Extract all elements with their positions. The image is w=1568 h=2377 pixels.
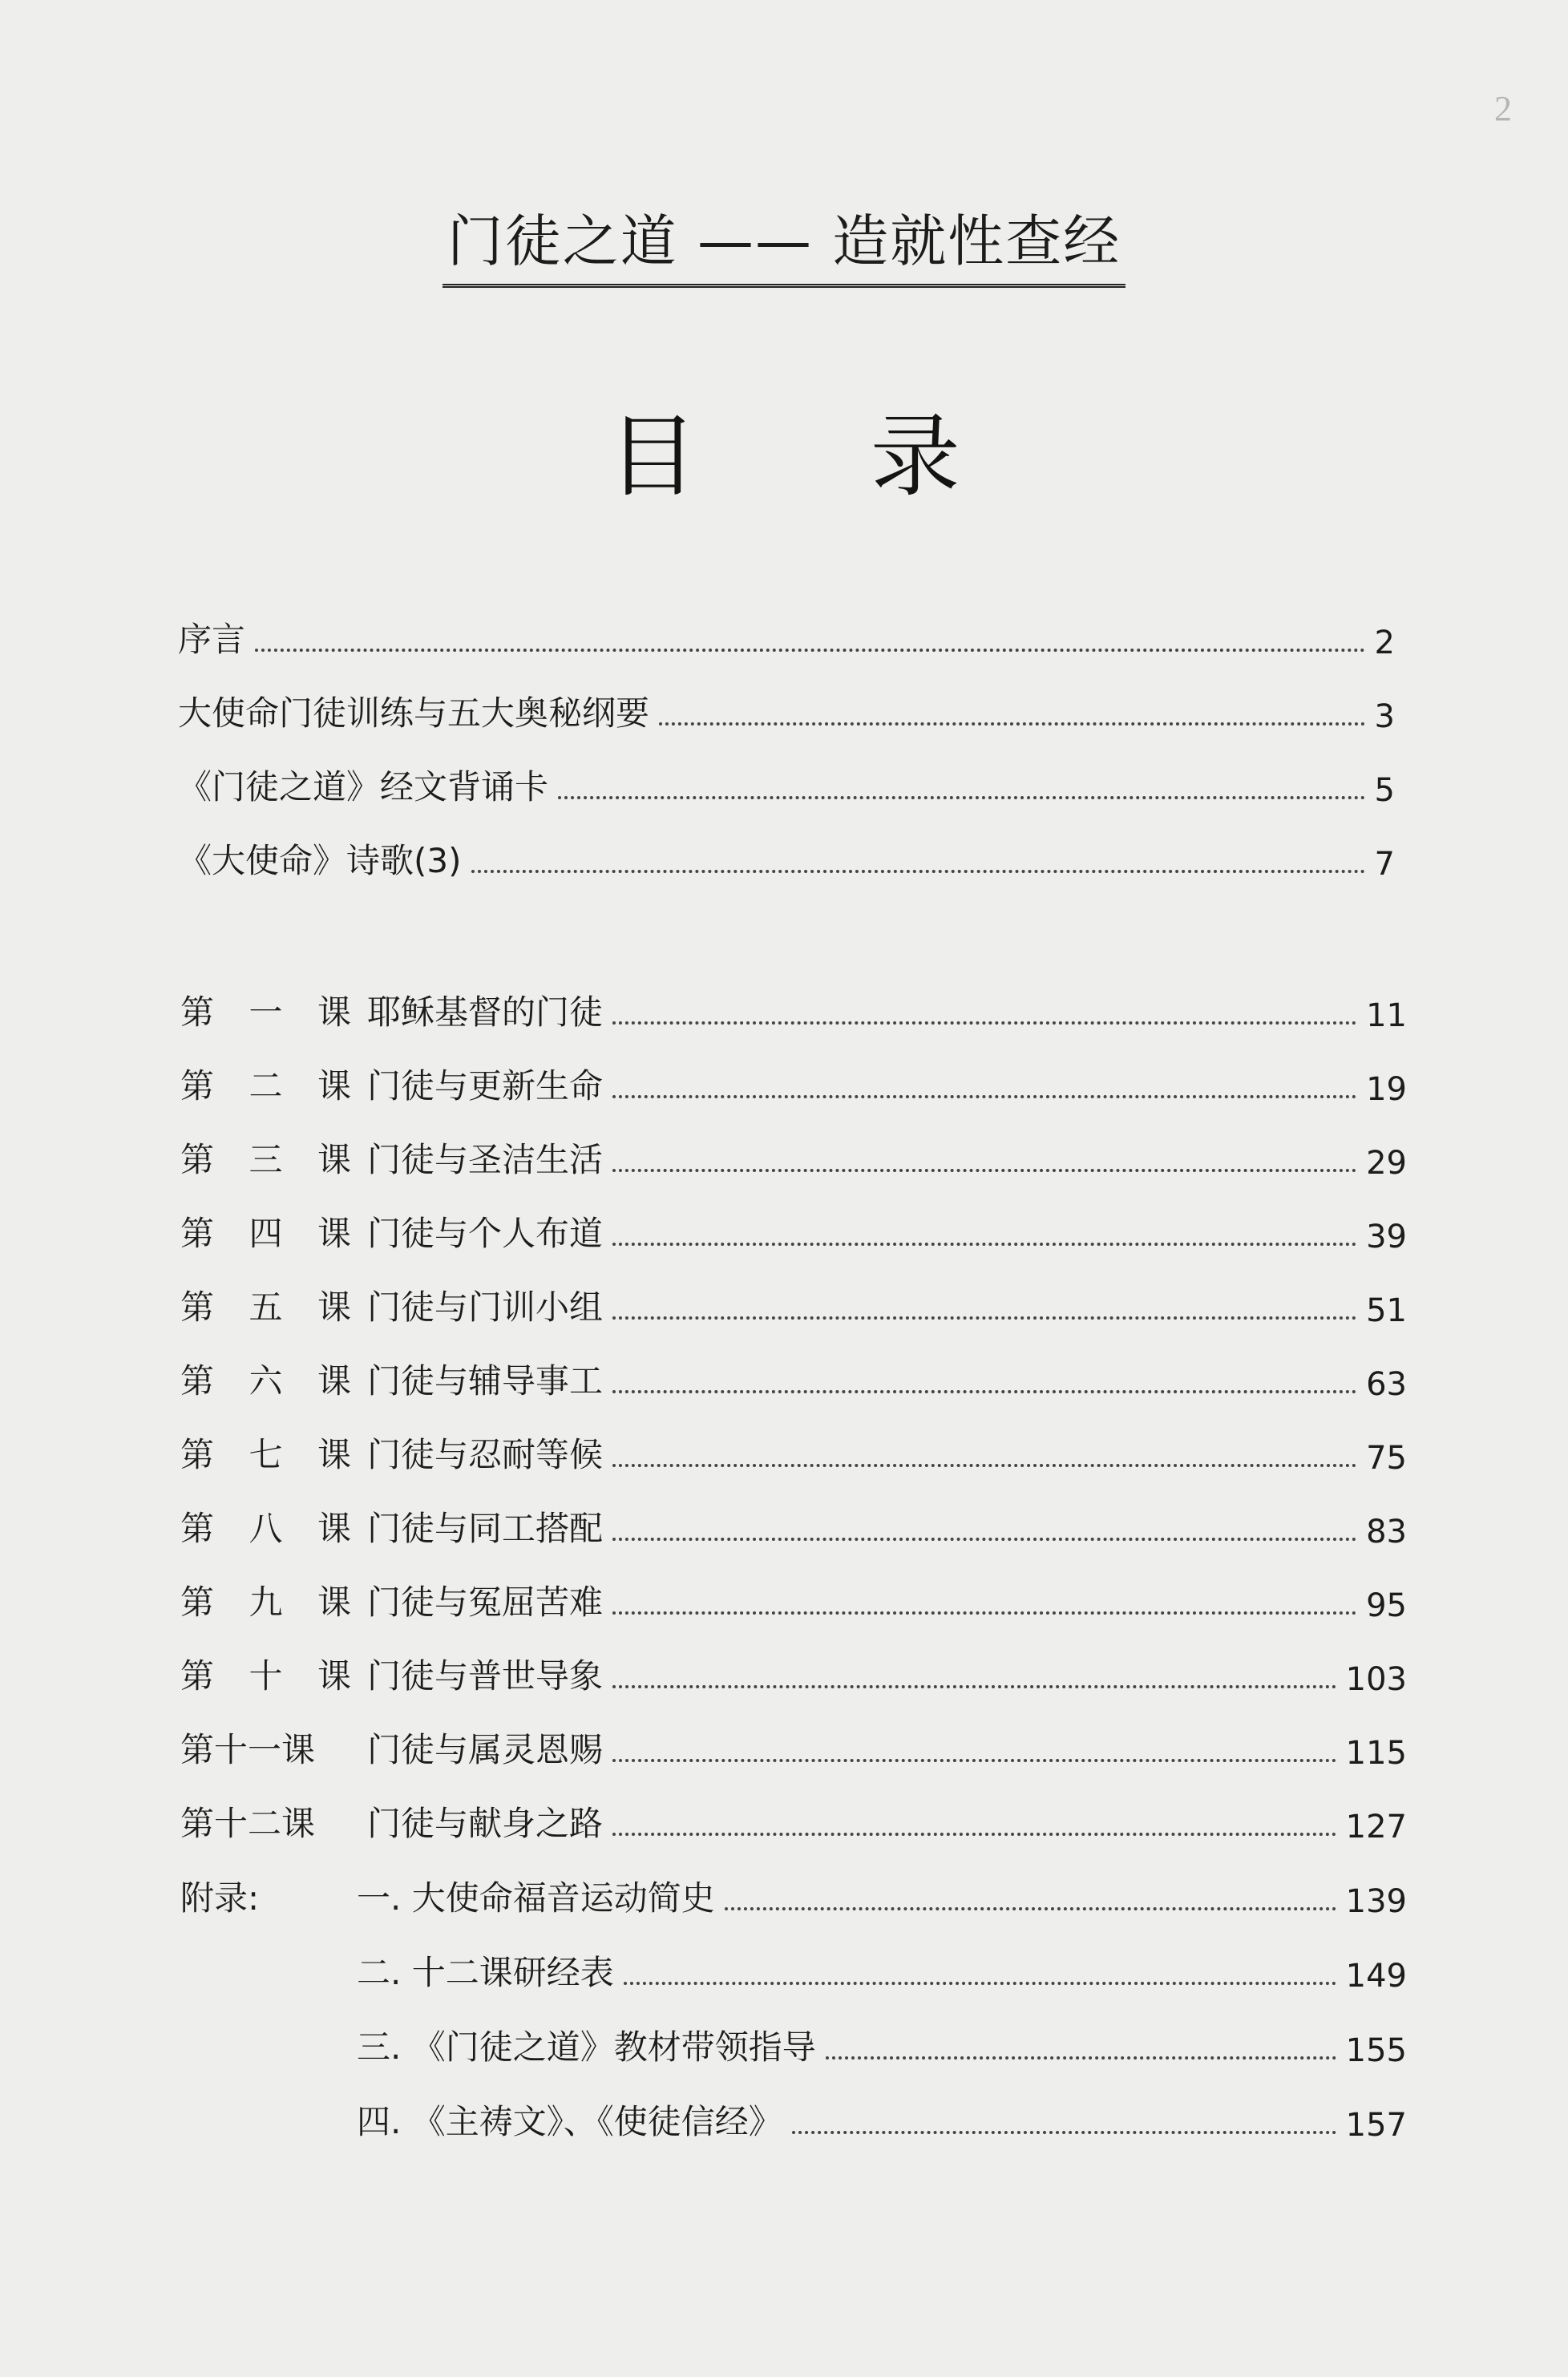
lesson-number: 第 七 课	[180, 1435, 351, 1474]
lesson-entry	[180, 1789, 1407, 1845]
lesson-title: 门徒与更新生命	[367, 1066, 604, 1106]
lesson-entry	[180, 1126, 1407, 1182]
lesson-title: 门徒与门训小组	[367, 1288, 604, 1327]
dot-leader	[612, 1390, 1356, 1393]
lesson-page: 39	[1366, 1219, 1407, 1255]
lesson-title: 耶稣基督的门徒	[367, 992, 604, 1032]
lesson-entry	[180, 1199, 1407, 1255]
toc-entry-page: 7	[1374, 846, 1395, 883]
lesson-title: 门徒与圣洁生活	[367, 1140, 604, 1179]
lesson-page: 115	[1345, 1735, 1407, 1772]
appendix-title: 三. 《门徒之道》教材带领指导	[357, 2027, 816, 2067]
lesson-title: 门徒与献身之路	[367, 1804, 604, 1843]
lesson-entry	[180, 1052, 1407, 1108]
lesson-number: 第 二 课	[180, 1066, 351, 1106]
lesson-title: 门徒与个人布道	[367, 1214, 604, 1253]
lesson-number: 第 十 课	[180, 1656, 351, 1696]
lesson-title: 门徒与属灵恩赐	[367, 1730, 604, 1769]
lesson-page: 95	[1366, 1587, 1407, 1624]
dot-leader	[612, 1759, 1336, 1762]
appendix-entry	[357, 1938, 1407, 1995]
toc-entry	[178, 753, 1395, 809]
header-title	[0, 196, 1568, 288]
dot-leader	[612, 1833, 1336, 1836]
lesson-page: 103	[1345, 1661, 1407, 1698]
lesson-page: 63	[1366, 1366, 1407, 1403]
lesson-number: 第 四 课	[180, 1214, 351, 1253]
lesson-entry	[180, 1642, 1407, 1698]
lesson-title: 门徒与辅导事工	[367, 1361, 604, 1401]
dot-leader	[792, 2131, 1336, 2134]
dot-leader	[471, 870, 1365, 873]
appendix-title: 二. 十二课研经表	[357, 1953, 614, 1992]
lesson-title: 门徒与冤屈苦难	[367, 1583, 604, 1622]
toc-entry-page: 3	[1374, 698, 1395, 735]
lesson-entry	[180, 1421, 1407, 1477]
dot-leader	[612, 1685, 1336, 1688]
dot-leader	[612, 1464, 1356, 1467]
lesson-number: 第十一课	[180, 1730, 316, 1769]
appendix-page: 155	[1345, 2032, 1407, 2069]
appendix-entry	[357, 2013, 1407, 2069]
lesson-page: 127	[1345, 1809, 1407, 1845]
lesson-entry	[180, 1494, 1407, 1550]
lesson-entry	[180, 1273, 1407, 1329]
appendix-entry	[180, 1864, 1407, 1920]
appendix-page: 139	[1345, 1883, 1407, 1920]
appendix-title: 四. 《主祷文》、《使徒信经》	[357, 2102, 782, 2141]
toc-entry-title: 序言	[178, 620, 246, 659]
dot-leader	[725, 1907, 1336, 1910]
dot-leader	[255, 649, 1365, 652]
toc-entry	[178, 605, 1395, 661]
lesson-page: 51	[1366, 1292, 1407, 1329]
dot-leader	[612, 1538, 1356, 1541]
dot-leader	[612, 1243, 1356, 1246]
appendix-label: 附录:	[180, 1878, 260, 1918]
lesson-number: 第 九 课	[180, 1583, 351, 1622]
lesson-entry	[180, 1716, 1407, 1772]
toc-entry	[178, 827, 1395, 883]
toc-entry	[178, 679, 1395, 735]
lesson-page: 11	[1366, 997, 1407, 1034]
appendix-entry	[357, 2088, 1407, 2144]
lesson-entry	[180, 1347, 1407, 1403]
lesson-page: 29	[1366, 1145, 1407, 1182]
dot-leader	[612, 1316, 1356, 1320]
lesson-number: 第 五 课	[180, 1288, 351, 1327]
dot-leader	[659, 722, 1365, 726]
header-title-text: 门徒之道 —— 造就性查经	[443, 196, 1126, 288]
dot-leader	[612, 1095, 1356, 1098]
lesson-number: 第 八 课	[180, 1509, 351, 1548]
dot-leader	[558, 796, 1365, 799]
dot-leader	[826, 2056, 1336, 2060]
lesson-entry	[180, 1568, 1407, 1624]
lesson-title: 门徒与忍耐等候	[367, 1435, 604, 1474]
appendix-title: 一. 大使命福音运动简史	[357, 1878, 715, 1918]
dot-leader	[612, 1169, 1356, 1172]
dot-leader	[612, 1611, 1356, 1615]
appendix-page: 157	[1345, 2107, 1407, 2144]
lesson-title: 门徒与普世导象	[367, 1656, 604, 1696]
page-number: 2	[1494, 89, 1512, 128]
lesson-title: 门徒与同工搭配	[367, 1509, 604, 1548]
lesson-number: 第 一 课	[180, 992, 351, 1032]
toc-entry-page: 2	[1374, 625, 1395, 661]
lesson-page: 19	[1366, 1071, 1407, 1108]
toc-entry-title: 《门徒之道》经文背诵卡	[178, 767, 549, 806]
appendix-page: 149	[1345, 1958, 1407, 1995]
toc-entry-page: 5	[1374, 772, 1395, 809]
lesson-number: 第十二课	[180, 1804, 316, 1843]
lesson-number: 第 六 课	[180, 1361, 351, 1401]
toc-entry-title: 大使命门徒训练与五大奥秘纲要	[178, 693, 650, 733]
lesson-entry	[180, 978, 1407, 1034]
toc-entry-title: 《大使命》诗歌(3)	[178, 841, 462, 880]
dot-leader	[624, 1982, 1336, 1985]
lesson-number: 第 三 课	[180, 1140, 351, 1179]
dot-leader	[612, 1021, 1356, 1025]
toc-heading: 目 录	[608, 405, 1033, 509]
lesson-page: 75	[1366, 1440, 1407, 1477]
lesson-page: 83	[1366, 1514, 1407, 1550]
